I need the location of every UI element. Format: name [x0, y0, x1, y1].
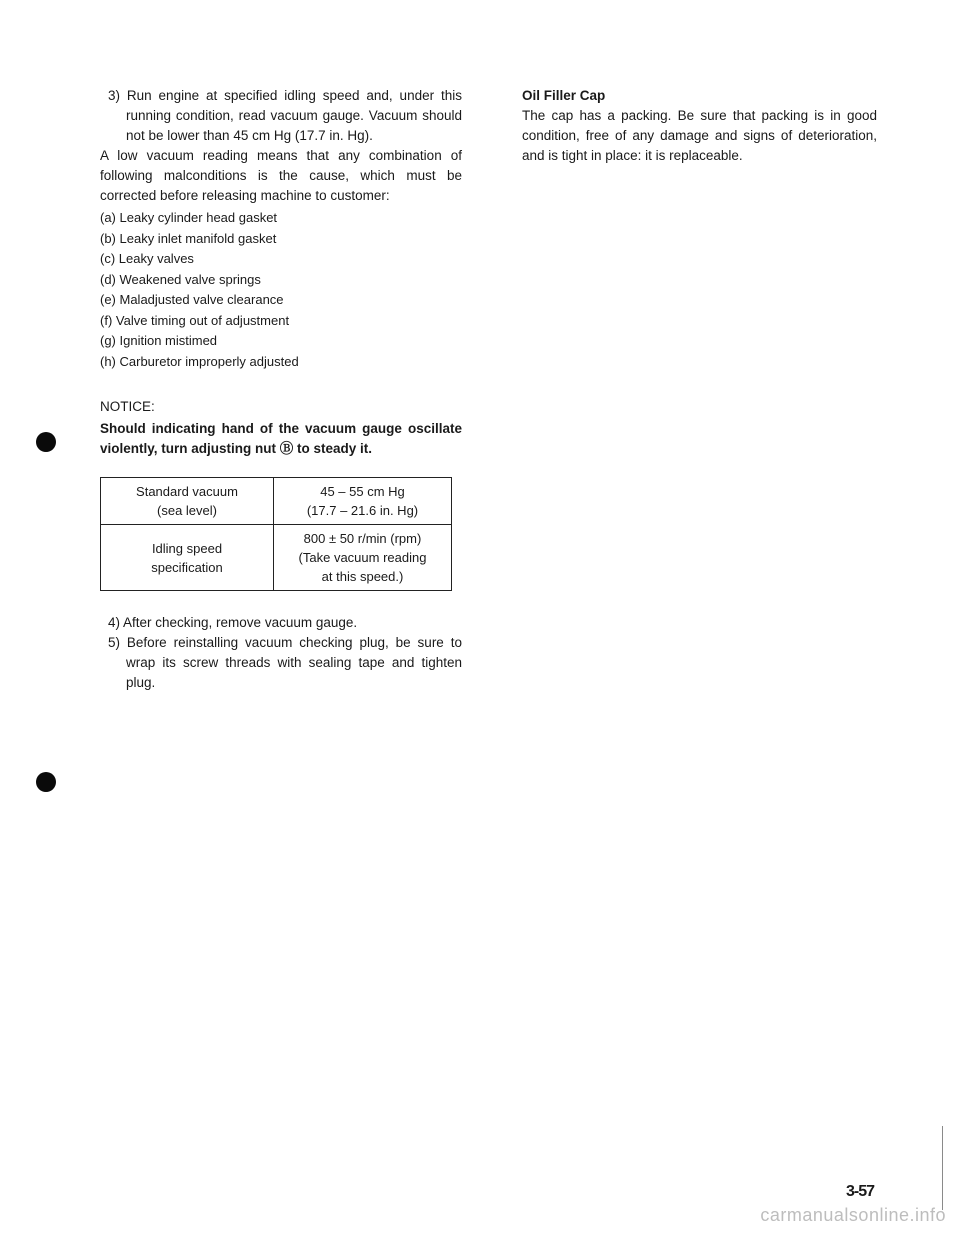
- list-item: (f) Valve timing out of adjustment: [100, 312, 290, 328]
- list-item: (a) Leaky cylinder head gasket: [100, 210, 278, 225]
- cell-line: (sea level): [157, 503, 217, 518]
- cell-line: Idling speed: [151, 540, 223, 556]
- vacuum-spec-table: [100, 477, 452, 591]
- low-reading-paragraph: A low vacuum reading means that any combination of following malconditions is the cause, which must be corrected before releasing machine to customer:: [100, 148, 462, 203]
- cell-line: (17.7 – 21.6 in. Hg): [306, 503, 419, 518]
- right-column: [522, 86, 877, 166]
- list-item: (d) Weakened valve springs: [100, 271, 261, 287]
- notice-body: Should indicating hand of the vacuum gauge oscillate violently, turn adjusting nut Ⓑ to steady it.: [100, 421, 462, 456]
- cell-line: Standard vacuum: [136, 484, 238, 499]
- table-cell-value: [274, 478, 452, 525]
- table-cell-label: [101, 478, 274, 525]
- after-check-steps: [100, 613, 462, 693]
- cell-line: specification: [151, 559, 223, 575]
- bullet-marker-notice: [36, 432, 56, 452]
- step-5-text: 5) Before reinstalling vacuum checking plug, be sure to wrap its screw threads with sealing tape and tighten plug.: [108, 635, 462, 690]
- list-item: (g) Ignition mistimed: [100, 333, 218, 348]
- section-title-oil-filler-cap: Oil Filler Cap: [522, 88, 606, 103]
- table-cell-value: [274, 525, 452, 591]
- notice-block: [100, 397, 462, 459]
- page-number: 3-57: [845, 1183, 874, 1200]
- cell-line: 800 ± 50 r/min (rpm): [303, 531, 422, 546]
- watermark-text: carmanualsonline.info: [760, 1205, 946, 1225]
- cell-line: at this speed.): [321, 569, 404, 584]
- list-item: (c) Leaky valves: [100, 251, 194, 266]
- notice-title: NOTICE:: [100, 399, 155, 414]
- table-cell-label: [101, 525, 274, 591]
- page-edge-divider: [942, 1126, 943, 1210]
- cell-line: (Take vacuum reading: [298, 550, 427, 565]
- table-row: [101, 478, 452, 525]
- malconditions-list: [100, 208, 462, 371]
- bullet-marker-lower: [36, 772, 56, 792]
- oil-filler-cap-body: The cap has a packing. Be sure that packing is in good condition, free of any damage and signs of deterioration, and is tight in place: it is replaceable.: [522, 108, 877, 163]
- cell-line: 45 – 55 cm Hg: [320, 484, 405, 499]
- list-item: (e) Maladjusted valve clearance: [100, 292, 284, 307]
- step-4-text: 4) After checking, remove vacuum gauge.: [108, 615, 358, 630]
- step-3-text: 3) Run engine at specified idling speed and, under this running condition, read vacuum gauge. Vacuum should not be lower than 45 cm Hg (17.7 in. Hg).: [108, 88, 462, 143]
- table-row: [101, 525, 452, 591]
- list-item: (h) Carburetor improperly adjusted: [100, 353, 299, 369]
- left-column: [100, 86, 462, 693]
- list-item: (b) Leaky inlet manifold gasket: [100, 230, 277, 246]
